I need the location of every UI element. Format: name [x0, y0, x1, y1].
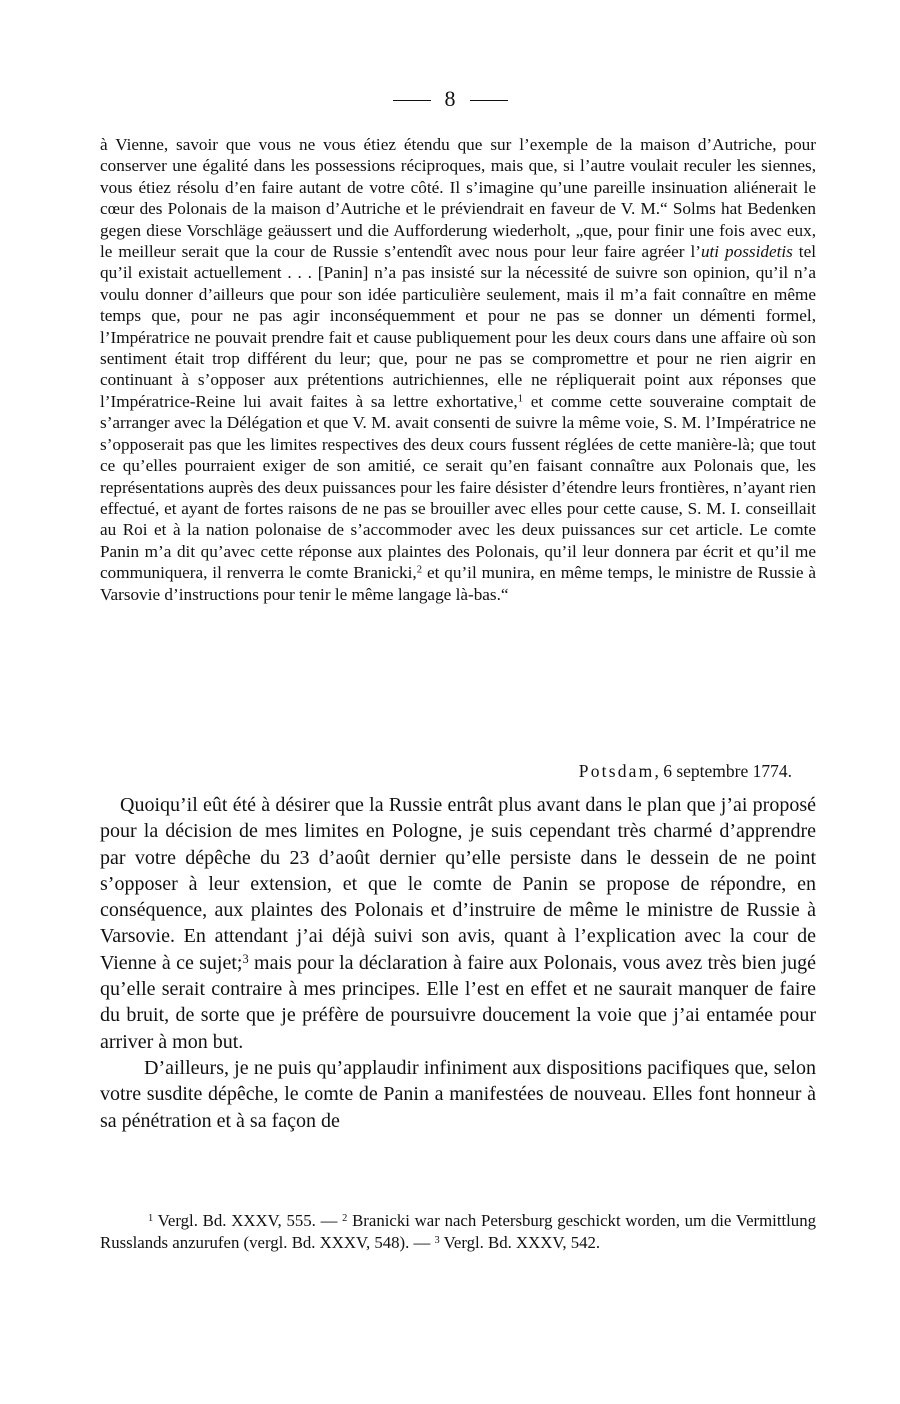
letter-text-1b: mais pour la déclaration à faire aux Polonais, vous avez très bien jugé qu’elle serait contraire à mes principes. Elle l’est en effet et ne saurait manquer de faire du bruit, de sorte que je préfère de poursuivre doucement la voie que j’ai entamée pour arriver à mon but.: [100, 951, 816, 1053]
quote-text-2: tel qu’il existait actuellement . . . [Panin] n’a pas insisté sur la nécessité de suivre son opinion, qu’il n’a voulu donner d’ailleurs que pour son idée particulière seulement, mais il m’a fait connaître en même temps que, pour ne pas agir inconséquemment et pour ne pas se donner un démenti formel, l’Impératrice ne pouvait prendre fait et cause publiquement pour les deux cours dans une affaire où son sentiment était trop différent du leur; que, pour ne pas se compromettre et pour ne rien aigrir en continuant à s’opposer aux prétentions autrichiennes, elle ne répliquerait point aux réponses que l’Impératrice-Reine lui avait faites à sa lettre exhortative,: [100, 242, 816, 411]
letter-text-1a: Quoiqu’il eût été à désirer que la Russie entrât plus avant dans le plan que j’ai proposé pour la décision de mes limites en Pologne, je suis cependant très charmé d’apprendre par votre dépêche du 23 d’août dernier qu’elle persiste dans le dessein de ne point s’opposer à leur extension, et que le comte de Panin se propose de répondre, en conséquence, aux plaintes des Polonais et d’instruire de même le ministre de Russie à Varsovie. En attendant j’ai déjà suivi son avis, quant à l’explication avec la cour de Vienne à ce sujet;: [100, 794, 816, 974]
footnote-text-3: Vergl. Bd. XXXV, 542.: [439, 1232, 601, 1252]
quote-italic-phrase: uti possidetis: [700, 242, 793, 262]
footnote-marker-1: 1: [517, 393, 524, 405]
quote-text-3: et comme cette souveraine comptait de s’arranger avec la Délégation et que V. M. avait consenti de suivre la même voie, S. M. l’Impératrice ne s’opposerait pas que les limites respectives des deux cours fussent réglées de cette manière-là; que tout ce qu’elles pourraient exiger de son amitié, ce serait qu’en faisant connaître aux Polonais que, les représentations auprès des deux puissances pour les faire désister d’étendre leurs frontières, n’ayant rien effectué, et ayant de fortes raisons de ne pas se brouiller avec elles pour cette cause, S. M. I. conseillait au Roi et à la nation polonaise de s’accommoder avec les deux puissances sur cet article. Le comte Panin m’a dit qu’avec cette réponse aux plaintes des Polonais, qu’il leur donnera par écrit et qu’il me communiquera, il renverra le comte Branicki,: [100, 391, 817, 583]
footnote-text-2: Branicki war nach Petersburg geschickt worden, um die Vermittlung Russlands anzurufen (vergl. Bd. XXXV, 548). —: [100, 1211, 816, 1252]
dateline-place: Potsdam: [578, 761, 655, 781]
footnote-number-3: 3: [434, 1234, 440, 1246]
footnotes-paragraph: [100, 1210, 816, 1253]
page-header: [0, 86, 900, 112]
letter-text-2: D’ailleurs, je ne puis qu’applaudir infiniment aux dispositions pacifiques que, selon votre susdite dépêche, le comte de Panin a manifestées de nouveau. Elles font honneur à sa pénétration et à sa façon de: [100, 1056, 816, 1132]
letter-paragraph-1: [100, 792, 816, 1055]
footnote-marker-2: 2: [416, 564, 423, 576]
quoted-report-paragraph: [100, 134, 816, 605]
footnote-number-1: 1: [148, 1212, 154, 1224]
letter-paragraph-2: [100, 1055, 816, 1134]
page-number: 8: [444, 86, 456, 111]
letter-body: [100, 792, 816, 1134]
footnotes: [100, 1210, 816, 1253]
quote-text-1: à Vienne, savoir que vous ne vous étiez étendu que sur l’exemple de la maison d’Autriche, pour conserver une égalité dans les possessions réciproques, mais que, si l’autre voulait reculer les siennes, vous étiez résolu d’en faire autant de votre côté. Il s’imagine qu’une pareille insinuation aliénerait le cœur des Polonais de la maison d’Autriche et le préviendrait en faveur de V. M.“ Solms hat Bedenken gegen diese Vorschläge geäussert und die Aufforderung wiederholt, „que, pour finir une fois avec eux, le meilleur serait que la cour de Russie s’entendît avec nous pour leur faire agréer l’: [100, 135, 816, 262]
quote-text-4: et qu’il munira, en même temps, le ministre de Russie à Varsovie d’instructions pour tenir le même langage là-bas.“: [100, 563, 817, 604]
header-dash-left: [393, 100, 431, 101]
footnote-text-1: Vergl. Bd. XXXV, 555. —: [153, 1211, 343, 1230]
dateline: [579, 760, 792, 782]
quoted-report: [100, 134, 816, 605]
header-dash-right: [470, 100, 508, 101]
footnote-number-2: 2: [342, 1212, 348, 1224]
dateline-date: , 6 septembre 1774.: [654, 761, 792, 781]
footnote-marker-3: 3: [242, 951, 249, 966]
